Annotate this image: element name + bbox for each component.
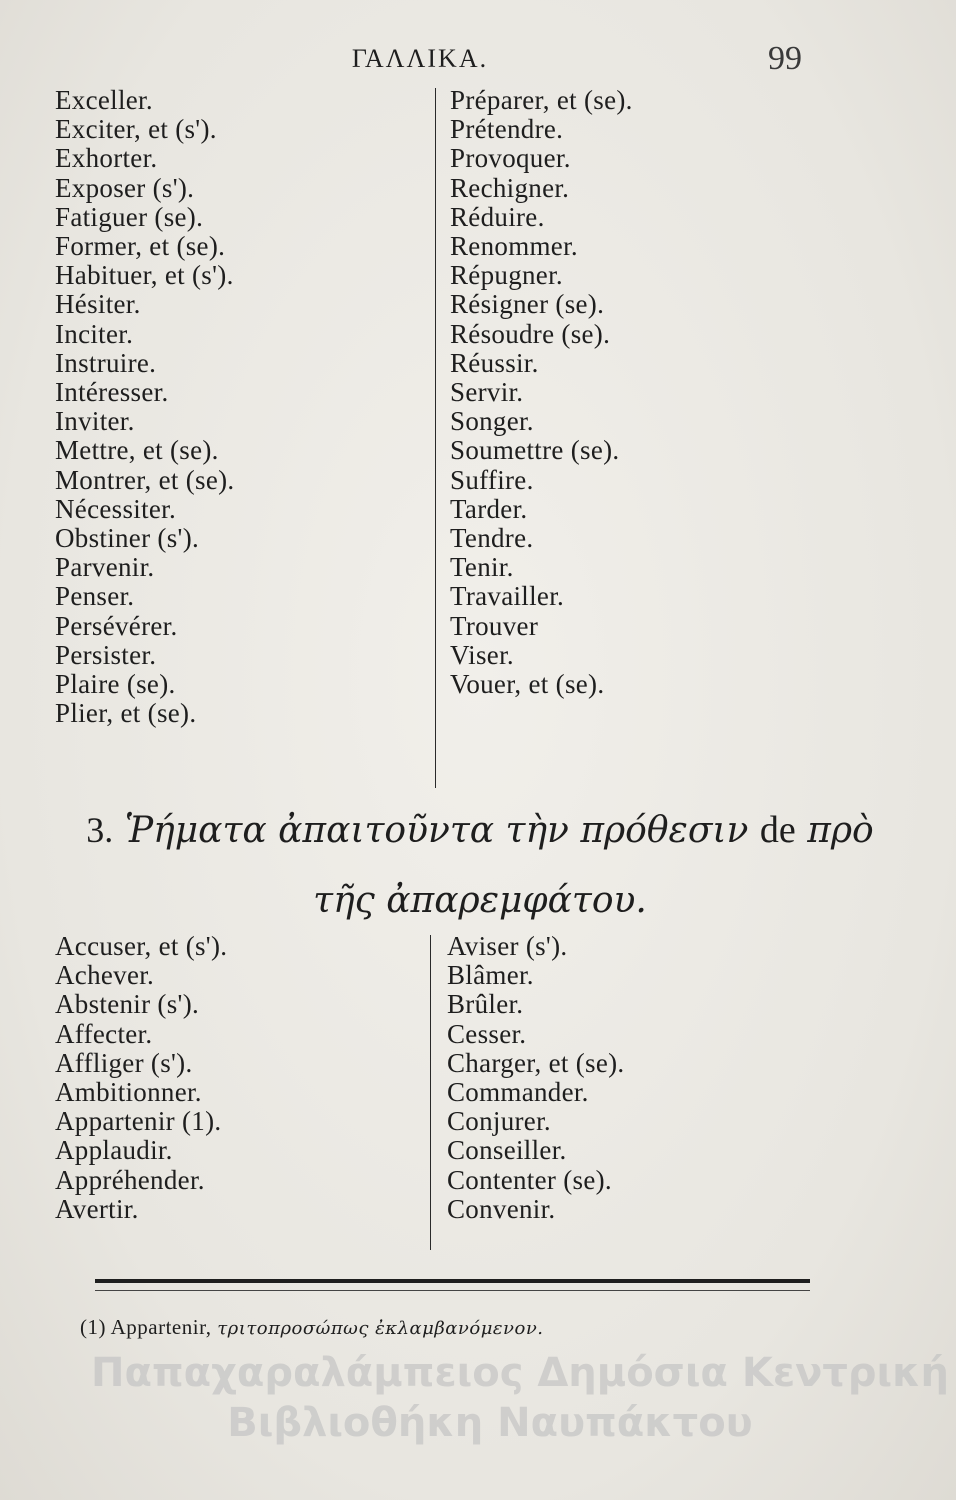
running-header-title: ΓΑΛΛΙΚΑ. bbox=[351, 44, 489, 73]
verb-entry: Nécessiter. bbox=[55, 493, 177, 524]
verb-entry: Préparer, et (se). bbox=[450, 85, 633, 115]
verb-entry: Penser. bbox=[55, 581, 135, 612]
library-watermark-line-1: Παπαχαραλάμπειος Δημόσια Κεντρική bbox=[91, 1350, 949, 1396]
verb-entry: Trouver bbox=[450, 610, 539, 641]
footnote-term: Appartenir, bbox=[110, 1315, 212, 1339]
verb-entry: Exciter, et (s'). bbox=[55, 114, 217, 145]
column-divider bbox=[430, 935, 431, 1250]
verb-entry: Former, et (se). bbox=[55, 231, 226, 262]
footnote-rule-thick bbox=[95, 1279, 810, 1283]
footnote bbox=[80, 1315, 544, 1340]
verb-entry: Tenir. bbox=[450, 552, 514, 583]
verb-entry: Travailler. bbox=[450, 581, 565, 612]
verb-entry: Obstiner (s'). bbox=[55, 523, 200, 554]
verb-list-right-column bbox=[450, 86, 633, 699]
verb-entry: Parvenir. bbox=[55, 552, 155, 583]
verb-entry: Affliger (s'). bbox=[55, 1047, 193, 1078]
verb-entry: Montrer, et (se). bbox=[55, 464, 235, 495]
infinitive-verb-left-column bbox=[55, 932, 227, 1224]
verb-entry: Exceller. bbox=[55, 85, 153, 115]
verb-entry: Provoquer. bbox=[450, 143, 571, 174]
verb-entry: Plier, et (se). bbox=[55, 698, 197, 729]
column-divider bbox=[435, 88, 436, 788]
verb-entry: Charger, et (se). bbox=[447, 1047, 625, 1078]
library-watermark-line-2: Βιβλιοθήκη Ναυπάκτου bbox=[227, 1400, 753, 1446]
verb-entry: Brûler. bbox=[447, 989, 524, 1020]
verb-entry: Achever. bbox=[55, 960, 155, 991]
verb-entry: Avertir. bbox=[55, 1193, 139, 1224]
verb-entry: Conjurer. bbox=[447, 1106, 551, 1137]
section-heading-greek-pro: πρὸ bbox=[807, 810, 874, 851]
footnote-greek-text: τριτοπροσώπως ἐκλαμβανόμενον. bbox=[217, 1318, 544, 1339]
verb-entry: Convenir. bbox=[447, 1193, 556, 1224]
verb-entry: Suffire. bbox=[450, 464, 534, 495]
verb-entry: Appréhender. bbox=[55, 1164, 205, 1195]
section-heading bbox=[40, 795, 920, 936]
verb-entry: Plaire (se). bbox=[55, 669, 176, 700]
verb-entry: Intéresser. bbox=[55, 377, 169, 408]
verb-entry: Inciter. bbox=[55, 318, 134, 349]
section-heading-greek: Ῥήματα ἀπαιτοῦντα τὴν πρόθεσιν bbox=[124, 810, 749, 851]
verb-entry: Exhorter. bbox=[55, 143, 158, 174]
verb-entry: Réduire. bbox=[450, 201, 545, 232]
verb-entry: Accuser, et (s'). bbox=[55, 931, 228, 961]
section-heading-line-2: τῆς ἀπαρεμφάτου. bbox=[313, 880, 647, 921]
verb-entry: Abstenir (s'). bbox=[55, 989, 200, 1020]
verb-entry: Viser. bbox=[450, 639, 514, 670]
verb-entry: Rechigner. bbox=[450, 172, 570, 203]
verb-entry: Renommer. bbox=[450, 231, 578, 262]
verb-entry: Commander. bbox=[447, 1077, 589, 1108]
verb-entry: Conseiller. bbox=[447, 1135, 567, 1166]
verb-entry: Prétendre. bbox=[450, 114, 564, 145]
verb-entry: Répugner. bbox=[450, 260, 563, 291]
verb-entry: Habituer, et (s'). bbox=[55, 260, 234, 291]
verb-entry: Soumettre (se). bbox=[450, 435, 620, 466]
verb-entry: Inviter. bbox=[55, 406, 135, 437]
verb-entry: Servir. bbox=[450, 377, 524, 408]
verb-entry: Contenter (se). bbox=[447, 1164, 612, 1195]
verb-entry: Blâmer. bbox=[447, 960, 534, 991]
verb-entry: Affecter. bbox=[55, 1018, 153, 1049]
verb-entry: Résoudre (se). bbox=[450, 318, 611, 349]
verb-entry: Aviser (s'). bbox=[447, 931, 568, 961]
infinitive-verb-right-column bbox=[447, 932, 624, 1224]
verb-entry: Mettre, et (se). bbox=[55, 435, 219, 466]
verb-entry: Persévérer. bbox=[55, 610, 178, 641]
verb-entry: Songer. bbox=[450, 406, 534, 437]
verb-entry: Applaudir. bbox=[55, 1135, 173, 1166]
verb-entry: Instruire. bbox=[55, 347, 157, 378]
verb-entry: Hésiter. bbox=[55, 289, 141, 320]
verb-entry: Persister. bbox=[55, 639, 157, 670]
verb-entry: Cesser. bbox=[447, 1018, 527, 1049]
verb-entry: Tarder. bbox=[450, 493, 528, 524]
verb-entry: Vouer, et (se). bbox=[450, 669, 605, 700]
section-number: 3. bbox=[86, 810, 114, 850]
page-number: 99 bbox=[768, 40, 802, 77]
verb-entry: Appartenir (1). bbox=[55, 1106, 222, 1137]
verb-entry: Ambitionner. bbox=[55, 1077, 202, 1108]
verb-list-left-column bbox=[55, 86, 234, 728]
verb-entry: Exposer (s'). bbox=[55, 172, 195, 203]
footnote-rule-thin bbox=[95, 1290, 810, 1291]
verb-entry: Fatiguer (se). bbox=[55, 201, 204, 232]
footnote-marker: (1) bbox=[80, 1315, 106, 1339]
verb-entry: Tendre. bbox=[450, 523, 534, 554]
verb-entry: Réussir. bbox=[450, 347, 539, 378]
section-heading-de: de bbox=[759, 809, 796, 851]
verb-entry: Résigner (se). bbox=[450, 289, 605, 320]
